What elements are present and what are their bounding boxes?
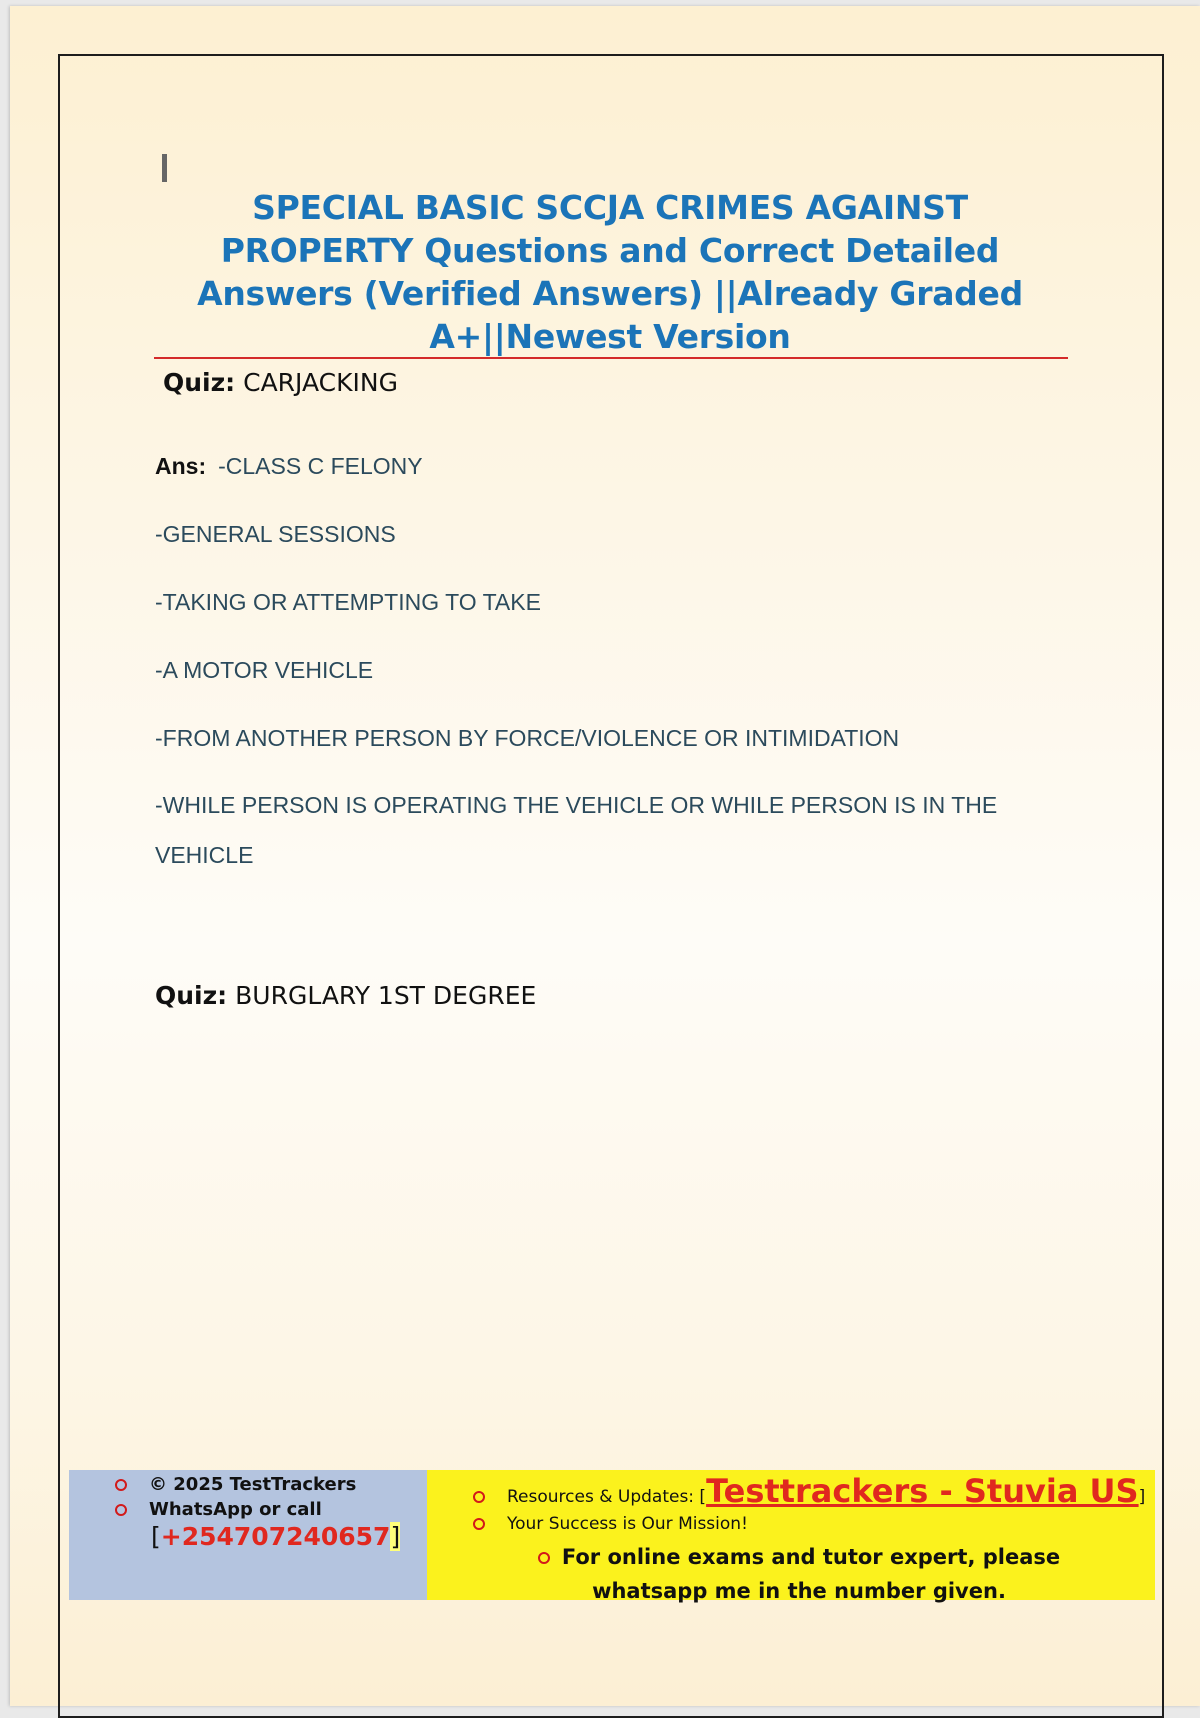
footer-banner [69, 1470, 1155, 1603]
title-divider [154, 357, 1068, 359]
resources-label: Resources & Updates: [ [507, 1487, 707, 1507]
quiz-label: Quiz: [163, 368, 236, 397]
answer-line: -WHILE PERSON IS OPERATING THE VEHICLE OR WHILE PERSON IS IN THE VEHICLE [155, 792, 998, 868]
bracket: ] [1138, 1487, 1146, 1507]
quiz-text: BURGLARY 1ST DEGREE [235, 981, 537, 1010]
quiz-text: CARJACKING [243, 368, 398, 397]
quiz-question-2 [155, 981, 536, 1010]
footer-promo-panel [427, 1470, 1155, 1603]
phone-text[interactable]: +254707240657 [160, 1522, 391, 1551]
answer-line: -A MOTOR VEHICLE [155, 657, 374, 683]
resources-line [473, 1472, 1145, 1510]
answer-line: -FROM ANOTHER PERSON BY FORCE/VIOLENCE OR INTIMIDATION [155, 725, 900, 751]
copyright-line [115, 1474, 356, 1495]
promo-line [479, 1540, 1119, 1608]
phone-number[interactable] [151, 1522, 400, 1551]
copyright-text: © 2025 TestTrackers [149, 1474, 357, 1495]
document-page [10, 6, 1200, 1706]
bracket: [ [151, 1522, 161, 1551]
circle-bullet-icon [538, 1552, 550, 1564]
document-title: SPECIAL BASIC SCCJA CRIMES AGAINST PROPERTY Questions and Correct Detailed Answers (Verified Answers) ||Already Graded A+||Newest Version [197, 188, 1023, 356]
circle-bullet-icon [473, 1491, 485, 1503]
footer-contact-panel [69, 1470, 427, 1600]
resources-link[interactable]: Testtrackers - Stuvia US [706, 1472, 1139, 1510]
quiz-question-1 [163, 368, 398, 397]
answer-label: Ans: [155, 453, 207, 479]
promo-text: For online exams and tutor expert, please whatsapp me in the number given. [561, 1545, 1061, 1603]
bracket: ] [390, 1522, 401, 1551]
answer-block [155, 448, 1015, 880]
circle-bullet-icon [115, 1504, 127, 1516]
mission-line [473, 1514, 748, 1534]
quiz-label: Quiz: [155, 981, 228, 1010]
answer-line: -TAKING OR ATTEMPTING TO TAKE [155, 589, 541, 615]
circle-bullet-icon [115, 1479, 127, 1491]
answer-line [155, 448, 1015, 516]
circle-bullet-icon [473, 1518, 485, 1530]
answer-text: -CLASS C FELONY [218, 453, 423, 479]
mission-text: Your Success is Our Mission! [507, 1514, 748, 1534]
text-cursor [162, 154, 167, 182]
contact-label: WhatsApp or call [149, 1499, 322, 1520]
contact-line [115, 1499, 322, 1520]
answer-line: -GENERAL SESSIONS [155, 521, 396, 547]
